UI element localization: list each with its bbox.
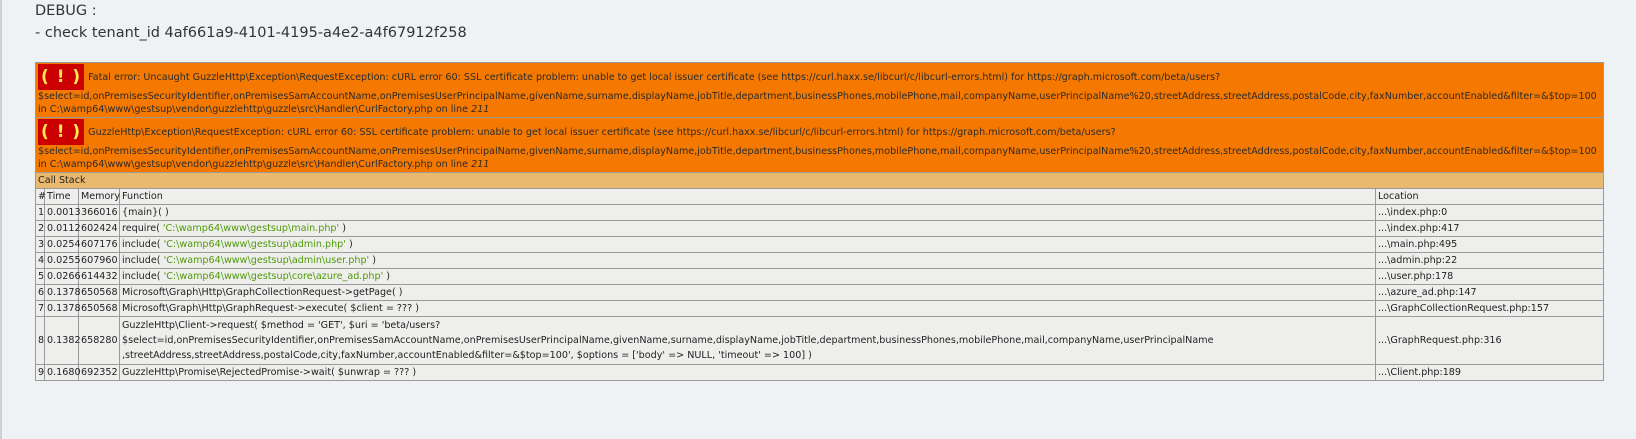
stack-location: ...\main.php:495 (1376, 237, 1604, 253)
fatal-error-row (36, 63, 1604, 118)
column-header-memory: Memory (79, 189, 120, 205)
stack-location: ...\index.php:417 (1376, 221, 1604, 237)
stack-function (120, 301, 1376, 317)
exception-file: in C:\wamp64\www\gestsup\vendor\guzzlehttp\guzzle\src\Handler\CurlFactory.php on line (38, 159, 472, 170)
table-row (36, 317, 1604, 365)
stack-function (120, 205, 1376, 221)
stack-function-close: ) (369, 255, 376, 266)
stack-function-argument: 'C:\wamp64\www\gestsup\core\azure_ad.php' (163, 271, 384, 282)
stack-index: 3 (36, 237, 45, 253)
stack-function (120, 237, 1376, 253)
stack-function-close: ) (383, 271, 391, 282)
stack-function-name: Microsoft\Graph\Http\GraphRequest->execute( $client = ??? ) (122, 303, 419, 314)
table-row (36, 205, 1604, 221)
call-stack-header (36, 173, 1604, 189)
stack-function-argument: 'C:\wamp64\www\gestsup\admin\user.php' (163, 255, 370, 266)
stack-function-name: Microsoft\Graph\Http\GraphCollectionRequest->getPage( ) (122, 287, 403, 298)
column-header-index: # (36, 189, 45, 205)
stack-index: 4 (36, 253, 45, 269)
stack-location: ...\admin.php:22 (1376, 253, 1604, 269)
fatal-error-line-number: 211 (471, 104, 490, 115)
stack-location: ...\index.php:0 (1376, 205, 1604, 221)
stack-memory: 650568 (79, 285, 120, 301)
stack-index: 7 (36, 301, 45, 317)
fatal-error-message: Fatal error: Uncaught GuzzleHttp\Exception\RequestException: cURL error 60: SSL certificate problem: unable to get local issuer certificate (see https://curl.haxx.se/libcurl/c/libcurl-errors.html) for https://graph.microsoft.com/beta/users? (88, 72, 1221, 83)
stack-time: 0.0112 (45, 221, 79, 237)
stack-memory: 607176 (79, 237, 120, 253)
table-row (36, 285, 1604, 301)
table-row (36, 269, 1604, 285)
stack-function-name: GuzzleHttp\Promise\RejectedPromise->wait( $unwrap = ??? ) (122, 367, 417, 378)
stack-memory: 650568 (79, 301, 120, 317)
stack-location: ...\GraphCollectionRequest.php:157 (1376, 301, 1604, 317)
stack-index: 1 (36, 205, 45, 221)
stack-function (120, 269, 1376, 285)
stack-function-close: ) (339, 223, 346, 234)
stack-function-name: {main}( ) (122, 207, 169, 218)
stack-time: 0.1378 (45, 301, 79, 317)
stack-time: 0.1378 (45, 285, 79, 301)
stack-function (120, 253, 1376, 269)
fatal-error-file: in C:\wamp64\www\gestsup\vendor\guzzlehttp\guzzle\src\Handler\CurlFactory.php on line (38, 104, 472, 115)
exception-error-row (36, 118, 1604, 173)
stack-memory: 602424 (79, 221, 120, 237)
stack-function (120, 365, 1376, 381)
debug-label: DEBUG : (35, 3, 97, 19)
column-header-function: Function (120, 189, 1376, 205)
table-row (36, 237, 1604, 253)
stack-function-name: require( (122, 223, 163, 234)
stack-index: 8 (36, 317, 45, 365)
stack-function-argument: 'C:\wamp64\www\gestsup\main.php' (162, 223, 340, 234)
table-row (36, 221, 1604, 237)
xdebug-error-table (35, 62, 1604, 381)
stack-function (120, 285, 1376, 301)
warning-icon: ( ! ) (38, 64, 84, 90)
stack-function-argument: 'C:\wamp64\www\gestsup\admin.php' (163, 239, 346, 250)
exception-query: $select=id,onPremisesSecurityIdentifier,onPremisesSamAccountName,onPremisesUserPrincipalName,givenName,surname,displayName,jobTitle,department,businessPhones,mobilePhone,mail,companyName,userPrincipalName%20,streetAddress,streetAddress,postalCode,city,faxNumber,accountEnabled&filter=&$top=100 (38, 146, 1597, 157)
stack-function-name: include( (122, 239, 164, 250)
call-stack-column-headers (36, 189, 1604, 205)
stack-function-close: ) (345, 239, 353, 250)
stack-function (120, 221, 1376, 237)
stack-time: 0.1680 (45, 365, 79, 381)
stack-index: 2 (36, 221, 45, 237)
stack-location: ...\Client.php:189 (1376, 365, 1604, 381)
exception-line-number: 211 (471, 159, 490, 170)
stack-index: 9 (36, 365, 45, 381)
table-row (36, 253, 1604, 269)
column-header-time: Time (45, 189, 79, 205)
exception-message: GuzzleHttp\Exception\RequestException: cURL error 60: SSL certificate problem: unable to get local issuer certificate (see https://curl.haxx.se/libcurl/c/libcurl-errors.html) for https://graph.microsoft.com/beta/users? (88, 127, 1116, 138)
stack-time: 0.0254 (45, 237, 79, 253)
stack-memory: 692352 (79, 365, 120, 381)
stack-location: ...\GraphRequest.php:316 (1376, 317, 1604, 365)
stack-memory: 658280 (79, 317, 120, 365)
stack-memory: 614432 (79, 269, 120, 285)
stack-function-name: include( (122, 255, 164, 266)
stack-function-text: GuzzleHttp\Client->request( $method = 'GET', $uri = 'beta/users? $select=id,onPremisesSecurityIdentifier,onPremisesSamAccountName,onPremisesUserPrincipalName,givenName,surname,displayName,jobTitle,department,businessPhones,mobilePhone,mail,companyName,userPrincipalName ,streetAddress,streetAddress,postalCode,city,faxNumber,accountEnabled&filter=&$top=100', $options = ['body' => NULL, 'timeout' => 100] ) (122, 320, 1214, 361)
table-row (36, 365, 1604, 381)
stack-function-name: include( (122, 271, 164, 282)
debug-output (35, 0, 467, 44)
stack-time: 0.0255 (45, 253, 79, 269)
fatal-error-query: $select=id,onPremisesSecurityIdentifier,onPremisesSamAccountName,onPremisesUserPrincipalName,givenName,surname,displayName,jobTitle,department,businessPhones,mobilePhone,mail,companyName,userPrincipalName%20,streetAddress,streetAddress,postalCode,city,faxNumber,accountEnabled&filter=&$top=100 (38, 91, 1597, 102)
page-left-border (0, 0, 2, 439)
call-stack-title: Call Stack (36, 173, 1604, 189)
table-row (36, 301, 1604, 317)
tenant-id-line: - check tenant_id 4af661a9-4101-4195-a4e2-a4f67912f258 (35, 25, 467, 41)
stack-memory: 607960 (79, 253, 120, 269)
call-stack-rows (36, 205, 1604, 381)
stack-time: 0.1382 (45, 317, 79, 365)
stack-index: 6 (36, 285, 45, 301)
stack-memory: 366016 (79, 205, 120, 221)
warning-icon: ( ! ) (38, 119, 84, 145)
column-header-location: Location (1376, 189, 1604, 205)
stack-time: 0.0266 (45, 269, 79, 285)
stack-index: 5 (36, 269, 45, 285)
stack-time: 0.0013 (45, 205, 79, 221)
stack-location: ...\user.php:178 (1376, 269, 1604, 285)
stack-location: ...\azure_ad.php:147 (1376, 285, 1604, 301)
stack-function (120, 317, 1376, 365)
